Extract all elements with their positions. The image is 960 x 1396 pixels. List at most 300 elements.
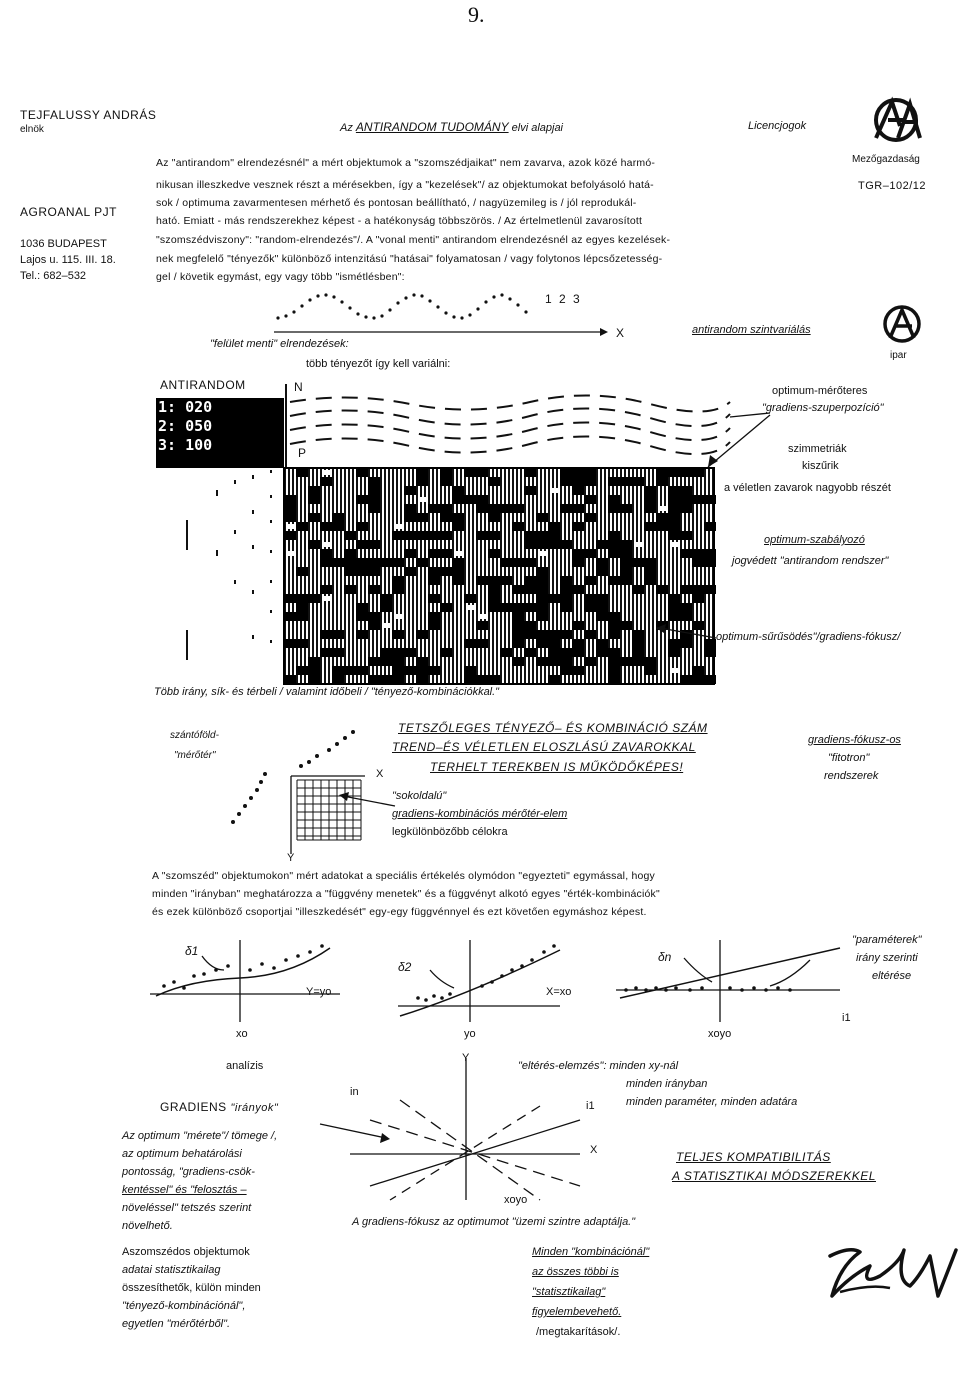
matrix-cell: [596, 648, 608, 657]
address-street: Lajos u. 115. III. 18.: [20, 254, 116, 266]
matrix-cell: [680, 549, 692, 558]
matrix-cell: [632, 558, 644, 567]
fitotron-note-2: "fitotron": [828, 752, 870, 764]
matrix-cell: [356, 666, 368, 675]
matrix-cell: [668, 486, 680, 495]
matrix-cell: [620, 504, 632, 513]
matrix-cell: [548, 648, 560, 657]
note-gradiens-szuperpozicio: "gradiens-szuperpozíció": [762, 402, 884, 414]
matrix-cell: [668, 531, 680, 540]
matrix-cell: [428, 531, 440, 540]
matrix-cell: [512, 504, 524, 513]
matrix-cell: [536, 540, 548, 549]
matrix-cell: [416, 531, 428, 540]
matrix-cell: [380, 558, 392, 567]
matrix-cell: [392, 558, 404, 567]
matrix-cell: [524, 621, 536, 630]
matrix-cell: [380, 594, 392, 603]
matrix-cell: [524, 603, 536, 612]
matrix-cell: [620, 657, 632, 666]
matrix-highlight: [418, 497, 426, 502]
matrix-cell: [284, 531, 296, 540]
surface-caption: Több irány, sík- és térbeli / valamint időbeli / "tényező-kombinációkkal.": [154, 686, 500, 698]
matrix-cell: [644, 666, 656, 675]
matrix-cell: [680, 486, 692, 495]
matrix-cell: [404, 504, 416, 513]
matrix-cell: [608, 495, 620, 504]
matrix-cell: [356, 630, 368, 639]
matrix-cell: [560, 585, 572, 594]
matrix-cell: [644, 486, 656, 495]
address-city: 1036 BUDAPEST: [20, 238, 107, 250]
matrix-cell: [308, 486, 320, 495]
matrix-cell: [596, 558, 608, 567]
para2-line-2: minden "irányban" meghatározza a "függvény menetek" és a függvényt alkotó egyes "érték-kombinációk": [152, 888, 660, 900]
matrix-cell: [464, 495, 476, 504]
gradient-axis-y: Y: [462, 1052, 470, 1064]
matrix-cell: [632, 477, 644, 486]
bottom-note-2: az összes többi is: [532, 1266, 619, 1278]
matrix-cell: [452, 513, 464, 522]
matrix-cell: [320, 522, 332, 531]
matrix-cell: [308, 594, 320, 603]
matrix-cell: [512, 522, 524, 531]
matrix-cell: [296, 666, 308, 675]
field-diagram: [225, 726, 385, 866]
matrix-cell: [416, 558, 428, 567]
field-title-1: TETSZŐLEGES TÉNYEZŐ– ÉS KOMBINÁCIÓ SZÁM: [398, 721, 708, 735]
matrix-highlight: [478, 614, 486, 619]
matrix-cell: [632, 630, 644, 639]
matrix-cell: [440, 567, 452, 576]
matrix-cell: [548, 657, 560, 666]
doc-title: [340, 120, 563, 134]
matrix-cell: [476, 531, 488, 540]
matrix-cell: [368, 567, 380, 576]
matrix-cell: [392, 666, 404, 675]
matrix-cell: [668, 594, 680, 603]
matrix-cell: [536, 567, 548, 576]
matrix-cell: [668, 504, 680, 513]
matrix-cell: [320, 585, 332, 594]
matrix-cell: [488, 603, 500, 612]
matrix-cell: [512, 612, 524, 621]
matrix-cell: [572, 486, 584, 495]
matrix-cell: [500, 648, 512, 657]
gradient-caption: A gradiens-fókusz az optimumot "üzemi szintre adaptálja.": [352, 1216, 636, 1228]
matrix-cell: [392, 585, 404, 594]
matrix-cell: [644, 567, 656, 576]
matrix-cell: [488, 585, 500, 594]
matrix-cell: [476, 504, 488, 513]
matrix-cell: [692, 666, 704, 675]
matrix-cell: [452, 576, 464, 585]
matrix-cell: [548, 540, 560, 549]
matrix-cell: [320, 549, 332, 558]
matrix-cell: [308, 666, 320, 675]
matrix-cell: [620, 558, 632, 567]
field-axis-y: Y: [287, 852, 295, 864]
k-column-marks: [156, 470, 286, 685]
matrix-cell: [416, 675, 428, 684]
matrix-cell: [428, 567, 440, 576]
matrix-cell: [572, 468, 584, 477]
fitotron-note-3: rendszerek: [824, 770, 879, 782]
matrix-cell: [680, 675, 692, 684]
left-note-1: Az optimum "mérete"/ tömege /,: [122, 1130, 278, 1142]
matrix-highlight: [322, 470, 330, 475]
matrix-cell: [560, 468, 572, 477]
gradient-origin: xoyo: [504, 1194, 528, 1206]
industry-logo-icon: [882, 304, 926, 348]
matrix-cell: [356, 522, 368, 531]
matrix-cell: [476, 468, 488, 477]
matrix-cell: [428, 504, 440, 513]
matrix-cell: [560, 648, 572, 657]
matrix-cell: [620, 567, 632, 576]
matrix-cell: [404, 567, 416, 576]
matrix-cell: [476, 621, 488, 630]
left-note-2: az optimum behatárolási: [122, 1148, 242, 1160]
matrix-cell: [392, 657, 404, 666]
matrix-cell: [584, 477, 596, 486]
matrix-cell: [692, 675, 704, 684]
matrix-cell: [608, 531, 620, 540]
matrix-cell: [608, 630, 620, 639]
matrix-cell: [632, 585, 644, 594]
matrix-cell: [524, 576, 536, 585]
matrix-cell: [560, 576, 572, 585]
matrix-cell: [488, 675, 500, 684]
matrix-cell: [488, 594, 500, 603]
matrix-cell: [680, 468, 692, 477]
matrix-cell: [368, 504, 380, 513]
matrix-cell: [572, 549, 584, 558]
matrix-cell: [344, 558, 356, 567]
matrix-cell: [488, 576, 500, 585]
note-veletlen: a véletlen zavarok nagyobb részét: [724, 482, 891, 494]
matrix-cell: [464, 594, 476, 603]
matrix-cell: [560, 657, 572, 666]
note-optimum-szabalyozo: optimum-szabályozó: [764, 534, 865, 546]
para2-line-3: és ezek különböző csoportjai "illeszkedését" egy-egy függvénnyel és ezt követően egymáshoz képest.: [152, 906, 647, 918]
p-label: P: [298, 446, 307, 460]
matrix-cell: [596, 594, 608, 603]
left-note-3: pontosság, "gradiens-csök-: [122, 1166, 255, 1178]
matrix-cell: [308, 657, 320, 666]
matrix-cell: [284, 612, 296, 621]
matrix-cell: [308, 495, 320, 504]
matrix-highlight: [634, 542, 642, 547]
matrix-cell: [488, 549, 500, 558]
matrix-cell: [584, 630, 596, 639]
matrix-cell: [632, 657, 644, 666]
readout-screen: [156, 398, 284, 468]
matrix-cell: [368, 486, 380, 495]
matrix-cell: [452, 558, 464, 567]
matrix-cell: [536, 639, 548, 648]
bottom-note-5: /megtakarítások/.: [536, 1326, 621, 1338]
g3-xoyo: xoyo: [708, 1028, 732, 1040]
field-label-2: "mérőtér": [174, 750, 216, 761]
matrix-cell: [584, 657, 596, 666]
intro-line-7: gel / követik egymást, egy vagy több "ismétlésben":: [156, 271, 405, 283]
matrix-cell: [548, 639, 560, 648]
matrix-cell: [416, 513, 428, 522]
industry-label: ipar: [890, 350, 907, 361]
matrix-cell: [380, 603, 392, 612]
signature-icon: [820, 1236, 960, 1316]
left-note-7: Aszomszédos objektumok: [122, 1246, 250, 1258]
readout-line-3: 3: 100: [158, 436, 213, 454]
matrix-highlight: [658, 506, 666, 511]
left-note-8: adatai statisztikailag: [122, 1264, 221, 1276]
matrix-highlight: [286, 524, 294, 529]
matrix-cell: [428, 549, 440, 558]
matrix-cell: [524, 648, 536, 657]
matrix-cell: [584, 603, 596, 612]
matrix-cell: [440, 648, 452, 657]
field-label-1: szántóföld-: [170, 730, 219, 741]
matrix-cell: [356, 540, 368, 549]
matrix-cell: [584, 513, 596, 522]
matrix-cell: [512, 585, 524, 594]
matrix-cell: [392, 531, 404, 540]
field-title-3: TERHELT TEREKBEN IS MŰKÖDŐKÉPES!: [430, 760, 684, 774]
g2-yo: yo: [464, 1028, 476, 1040]
matrix-cell: [512, 558, 524, 567]
matrix-cell: [344, 567, 356, 576]
intro-line-3: sok / optimuma zavarmentesen mérhető és pontosan beállítható, / nagyüzemileg is / jól reprodukál-: [156, 197, 637, 209]
matrix-cell: [440, 549, 452, 558]
left-note-5: növeléssel" tetszés szerint: [122, 1202, 252, 1214]
matrix-highlight: [454, 551, 462, 556]
matrix-cell: [560, 594, 572, 603]
g1-equation: Y=yo: [306, 986, 332, 998]
matrix-cell: [356, 567, 368, 576]
matrix-cell: [644, 558, 656, 567]
matrix-cell: [608, 621, 620, 630]
license-label: Licencjogok: [748, 120, 807, 132]
matrix-cell: [428, 612, 440, 621]
matrix-cell: [608, 675, 620, 684]
left-note-11: egyetlen "mérőtérből".: [122, 1318, 231, 1330]
matrix-cell: [296, 567, 308, 576]
matrix-cell: [320, 648, 332, 657]
matrix-cell: [572, 621, 584, 630]
matrix-highlight: [670, 668, 678, 673]
matrix-cell: [332, 666, 344, 675]
g2-sigma: δ2: [398, 960, 412, 974]
matrix-cell: [368, 558, 380, 567]
matrix-cell: [524, 585, 536, 594]
matrix-cell: [572, 585, 584, 594]
matrix-cell: [524, 531, 536, 540]
matrix-cell: [632, 648, 644, 657]
matrix-cell: [500, 576, 512, 585]
gradient-in: in: [350, 1086, 359, 1098]
dashed-waves: [290, 384, 730, 468]
matrix-cell: [644, 522, 656, 531]
matrix-cell: [560, 540, 572, 549]
g2-equation: X=xo: [546, 986, 572, 998]
matrix-cell: [332, 648, 344, 657]
matrix-cell: [368, 675, 380, 684]
matrix-cell: [668, 603, 680, 612]
left-note-9: összesíthetők, külön minden: [122, 1282, 261, 1294]
matrix-cell: [284, 504, 296, 513]
matrix-cell: [284, 513, 296, 522]
matrix-cell: [404, 549, 416, 558]
fit-graphs: [150, 930, 850, 1050]
matrix-cell: [572, 522, 584, 531]
gradiens-label: GRADIENS "irányok": [160, 1100, 279, 1114]
matrix-cell: [476, 576, 488, 585]
matrix-cell: [584, 495, 596, 504]
intro-line-6: nek megfelelő "tényezők" különböző intenzitású "hatásai" folyamatosan / vagy folytonos lépcsőzetesség-: [156, 253, 663, 265]
matrix-cell: [368, 657, 380, 666]
matrix-cell: [380, 648, 392, 657]
matrix-cell: [680, 531, 692, 540]
matrix-cell: [644, 657, 656, 666]
matrix-cell: [512, 657, 524, 666]
matrix-cell: [440, 513, 452, 522]
matrix-cell: [608, 549, 620, 558]
matrix-cell: [692, 558, 704, 567]
matrix-cell: [404, 486, 416, 495]
matrix-cell: [560, 630, 572, 639]
matrix-cell: [596, 540, 608, 549]
intro-line-5: "szomszédviszony": "random-elrendezés"/. A "vonal menti" antirandom elrendezésnél az egyes kezelések-: [156, 234, 671, 246]
matrix-cell: [608, 504, 620, 513]
matrix-cell: [668, 495, 680, 504]
note-szimmetriak: szimmetriák: [788, 443, 847, 455]
left-note-10: "tényező-kombinációnál",: [122, 1300, 246, 1312]
matrix-cell: [656, 468, 668, 477]
agriculture-label: Mezőgazdaság: [852, 154, 920, 165]
matrix-cell: [536, 594, 548, 603]
g3-note-3: eltérése: [872, 970, 912, 982]
wave-label: antirandom szintvariálás: [692, 324, 811, 336]
matrix-cell: [284, 675, 296, 684]
note-optimum-meroteres: optimum-mérőteres: [772, 385, 868, 397]
matrix-cell: [332, 630, 344, 639]
g1-sigma: δ1: [185, 944, 199, 958]
matrix-cell: [692, 585, 704, 594]
intro-line-4: ható. Emiatt - más rendszerekhez képest - a hatékonyság többszörös. / Az értelmetlenül zavarosított: [156, 215, 643, 227]
matrix-cell: [596, 639, 608, 648]
matrix-cell: [524, 540, 536, 549]
surusodes-arrow: [650, 618, 720, 648]
matrix-cell: [320, 477, 332, 486]
matrix-cell: [608, 657, 620, 666]
fitotron-note-1: gradiens-fókusz-os: [808, 734, 901, 746]
antirandom-matrix: [284, 468, 714, 684]
matrix-cell: [440, 603, 452, 612]
n-label: N: [294, 380, 303, 394]
matrix-cell: [320, 630, 332, 639]
matrix-cell: [548, 594, 560, 603]
matrix-cell: [656, 585, 668, 594]
matrix-cell: [680, 495, 692, 504]
matrix-cell: [476, 495, 488, 504]
matrix-cell: [608, 477, 620, 486]
g3-note-1: "paraméterek": [852, 934, 922, 946]
matrix-highlight: [322, 596, 330, 601]
readout-line-1: 1: 020: [158, 398, 213, 416]
matrix-cell: [680, 504, 692, 513]
matrix-cell: [308, 513, 320, 522]
matrix-cell: [548, 522, 560, 531]
org-name: AGROANAL PJT: [20, 205, 117, 219]
matrix-cell: [344, 549, 356, 558]
gradient-axis-x: X: [590, 1144, 598, 1156]
matrix-cell: [536, 630, 548, 639]
matrix-cell: [656, 513, 668, 522]
matrix-cell: [452, 495, 464, 504]
matrix-highlight: [670, 542, 678, 547]
matrix-cell: [296, 603, 308, 612]
matrix-cell: [608, 540, 620, 549]
readout-line-2: 2: 050: [158, 417, 213, 435]
matrix-cell: [368, 585, 380, 594]
matrix-highlight: [322, 542, 330, 547]
note-optimum-surusodes: optimum-sűrűsödés"/gradiens-fókusz/: [716, 631, 901, 643]
matrix-cell: [596, 612, 608, 621]
matrix-cell: [608, 612, 620, 621]
matrix-cell: [572, 639, 584, 648]
matrix-cell: [560, 504, 572, 513]
elteres-1: "eltérés-elemzés": minden xy-nál: [518, 1060, 679, 1072]
matrix-cell: [524, 630, 536, 639]
matrix-cell: [332, 675, 344, 684]
matrix-cell: [392, 576, 404, 585]
matrix-cell: [668, 648, 680, 657]
field-title-2: TREND–ÉS VÉLETLEN ELOSZLÁSÚ ZAVAROKKAL: [392, 740, 696, 754]
bottom-note-3: "statisztikailag": [532, 1286, 606, 1298]
matrix-cell: [404, 513, 416, 522]
page-number: 9.: [468, 2, 485, 27]
field-note-gradiens: gradiens-kombinációs mérőtér-elem: [392, 808, 568, 820]
matrix-cell: [620, 621, 632, 630]
matrix-cell: [512, 639, 524, 648]
title-suffix: elvi alapjai: [511, 122, 564, 134]
matrix-cell: [524, 486, 536, 495]
matrix-highlight: [394, 524, 402, 529]
matrix-cell: [536, 657, 548, 666]
matrix-cell: [356, 603, 368, 612]
analysis-label: analízis: [226, 1060, 264, 1072]
matrix-cell: [656, 522, 668, 531]
matrix-cell: [368, 540, 380, 549]
matrix-cell: [668, 513, 680, 522]
matrix-cell: [464, 639, 476, 648]
company-logo-icon: [870, 96, 930, 146]
antirandom-label: ANTIRANDOM: [160, 378, 246, 392]
matrix-highlight: [382, 623, 390, 628]
matrix-cell: [692, 594, 704, 603]
matrix-cell: [524, 558, 536, 567]
matrix-cell: [380, 675, 392, 684]
matrix-cell: [416, 630, 428, 639]
g3-note-2: irány szerinti: [856, 952, 918, 964]
matrix-cell: [296, 594, 308, 603]
matrix-cell: [440, 531, 452, 540]
matrix-cell: [404, 648, 416, 657]
matrix-cell: [572, 504, 584, 513]
matrix-cell: [620, 576, 632, 585]
matrix-cell: [692, 549, 704, 558]
